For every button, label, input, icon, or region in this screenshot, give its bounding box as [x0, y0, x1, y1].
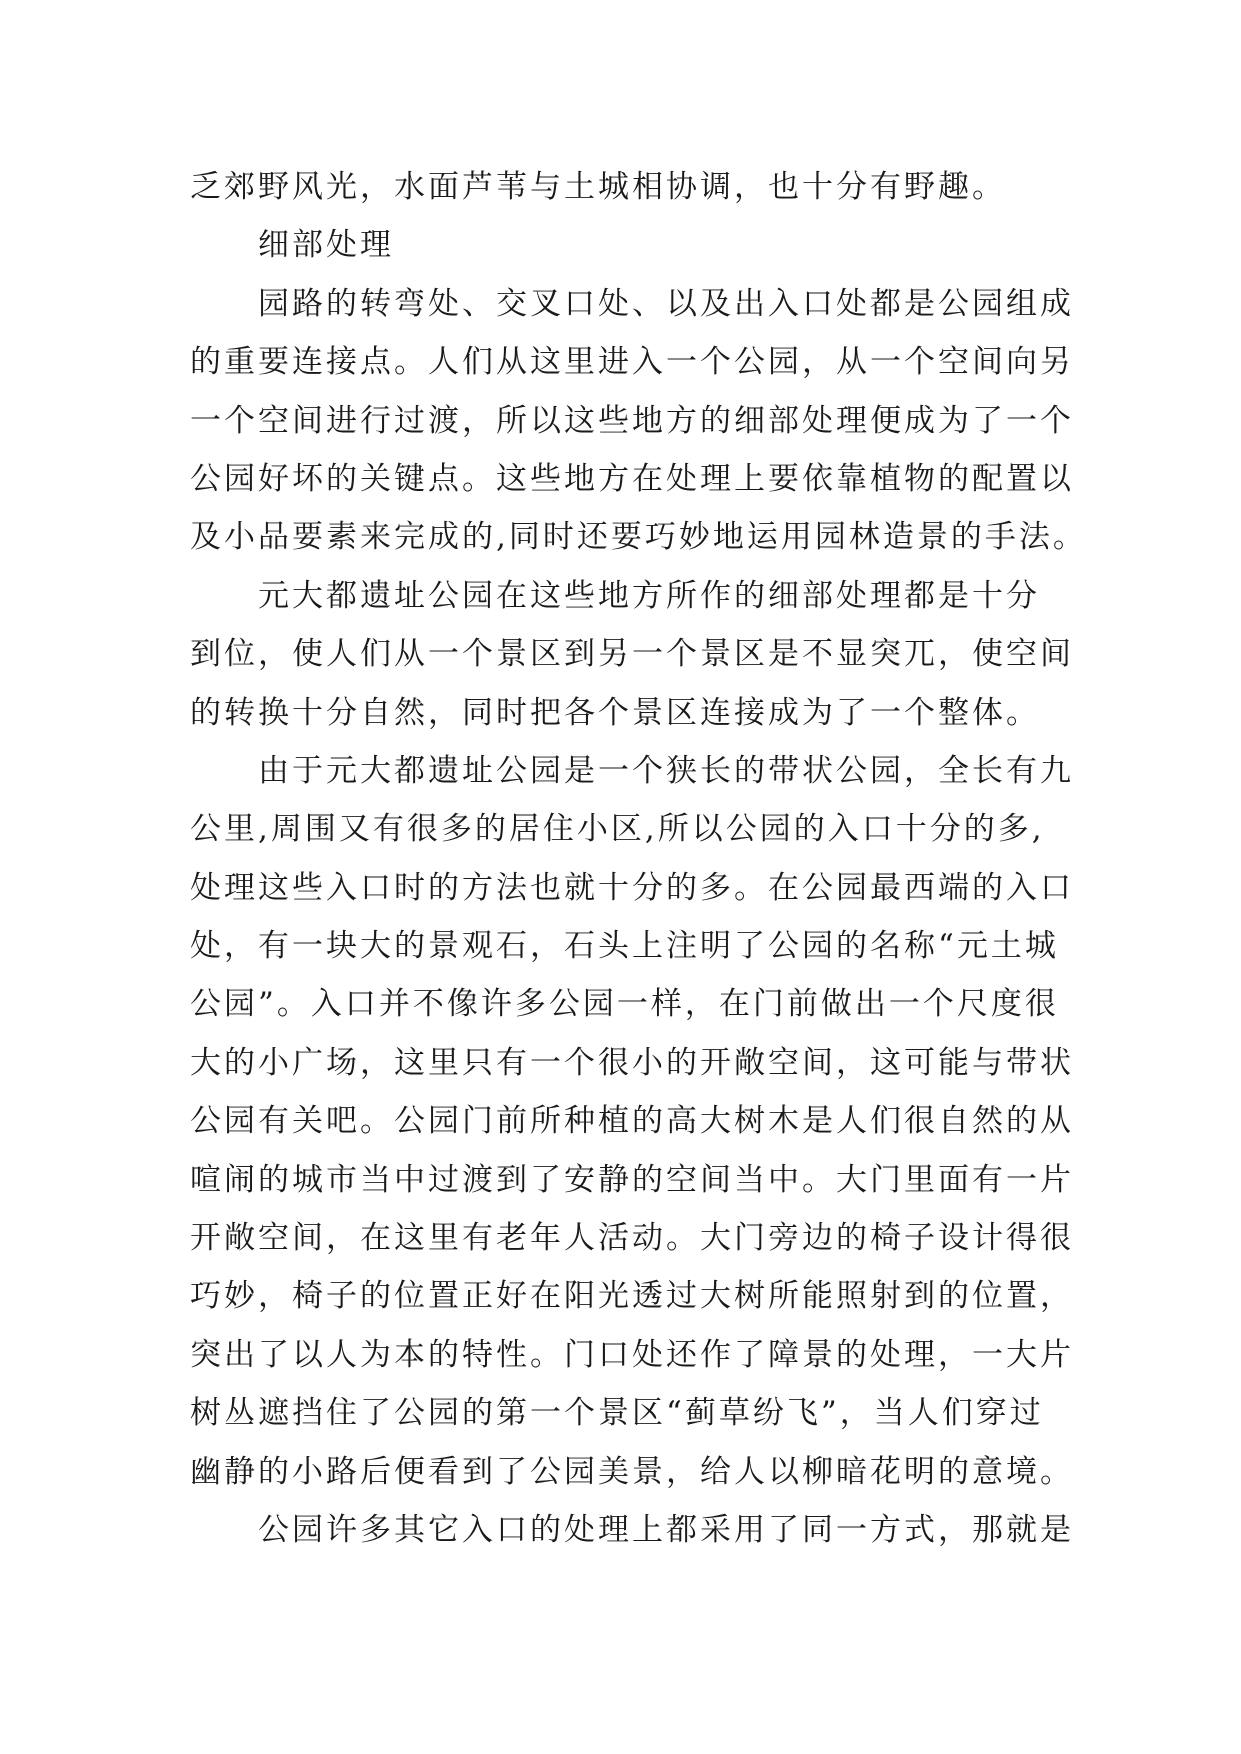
- text-line: 处理这些入口时的方法也就十分的多。在公园最西端的入口: [190, 869, 1074, 906]
- text-line: 幽静的小路后便看到了公园美景，给人以柳暗花明的意境。: [190, 1453, 1074, 1490]
- text-line: 一个空间进行过渡，所以这些地方的细部处理便成为了一个: [190, 402, 1074, 439]
- text-line: 处，有一块大的景观石，石头上注明了公园的名称“元土城: [190, 928, 1059, 965]
- text-line: 公园”。入口并不像许多公园一样，在门前做出一个尺度很: [190, 986, 1059, 1023]
- text-line: 公园有关吧。公园门前所种植的高大树木是人们很自然的从: [190, 1103, 1074, 1140]
- text-line: 开敞空间，在这里有老年人活动。大门旁边的椅子设计得很: [190, 1220, 1074, 1257]
- text-line: 公里,周围又有很多的居住小区,所以公园的入口十分的多,: [190, 811, 1045, 848]
- text-line: 园路的转弯处、交叉口处、以及出入口处都是公园组成: [258, 285, 1074, 322]
- text-line: 由于元大都遗址公园是一个狭长的带状公园，全长有九: [258, 752, 1074, 789]
- document-body: [190, 158, 1087, 1559]
- text-line: 元大都遗址公园在这些地方所作的细部处理都是十分: [258, 577, 1040, 614]
- text-line: 及小品要素来完成的,同时还要巧妙地运用园林造景的手法。: [190, 519, 1087, 556]
- section-heading: 细部处理: [258, 227, 394, 264]
- text-line: 喧闹的城市当中过渡到了安静的空间当中。大门里面有一片: [190, 1161, 1074, 1198]
- text-line: 树丛遮挡住了公园的第一个景区“蓟草纷飞”，当人们穿过: [190, 1395, 1044, 1432]
- text-line: 到位，使人们从一个景区到另一个景区是不显突兀，使空间: [190, 636, 1074, 673]
- text-line: 乏郊野风光，水面芦苇与土城相协调，也十分有野趣。: [190, 169, 1006, 205]
- text-line: 巧妙，椅子的位置正好在阳光透过大树所能照射到的位置，: [190, 1278, 1074, 1315]
- text-line: 的转换十分自然，同时把各个景区连接成为了一个整体。: [190, 694, 1040, 731]
- text-line: 的重要连接点。人们从这里进入一个公园，从一个空间向另: [190, 344, 1074, 381]
- text-line: 公园许多其它入口的处理上都采用了同一方式，那就是: [258, 1511, 1074, 1548]
- text-line: 大的小广场，这里只有一个很小的开敞空间，这可能与带状: [190, 1044, 1074, 1081]
- text-line: 公园好坏的关键点。这些地方在处理上要依靠植物的配置以: [190, 460, 1074, 497]
- text-line: 突出了以人为本的特性。门口处还作了障景的处理，一大片: [190, 1336, 1074, 1373]
